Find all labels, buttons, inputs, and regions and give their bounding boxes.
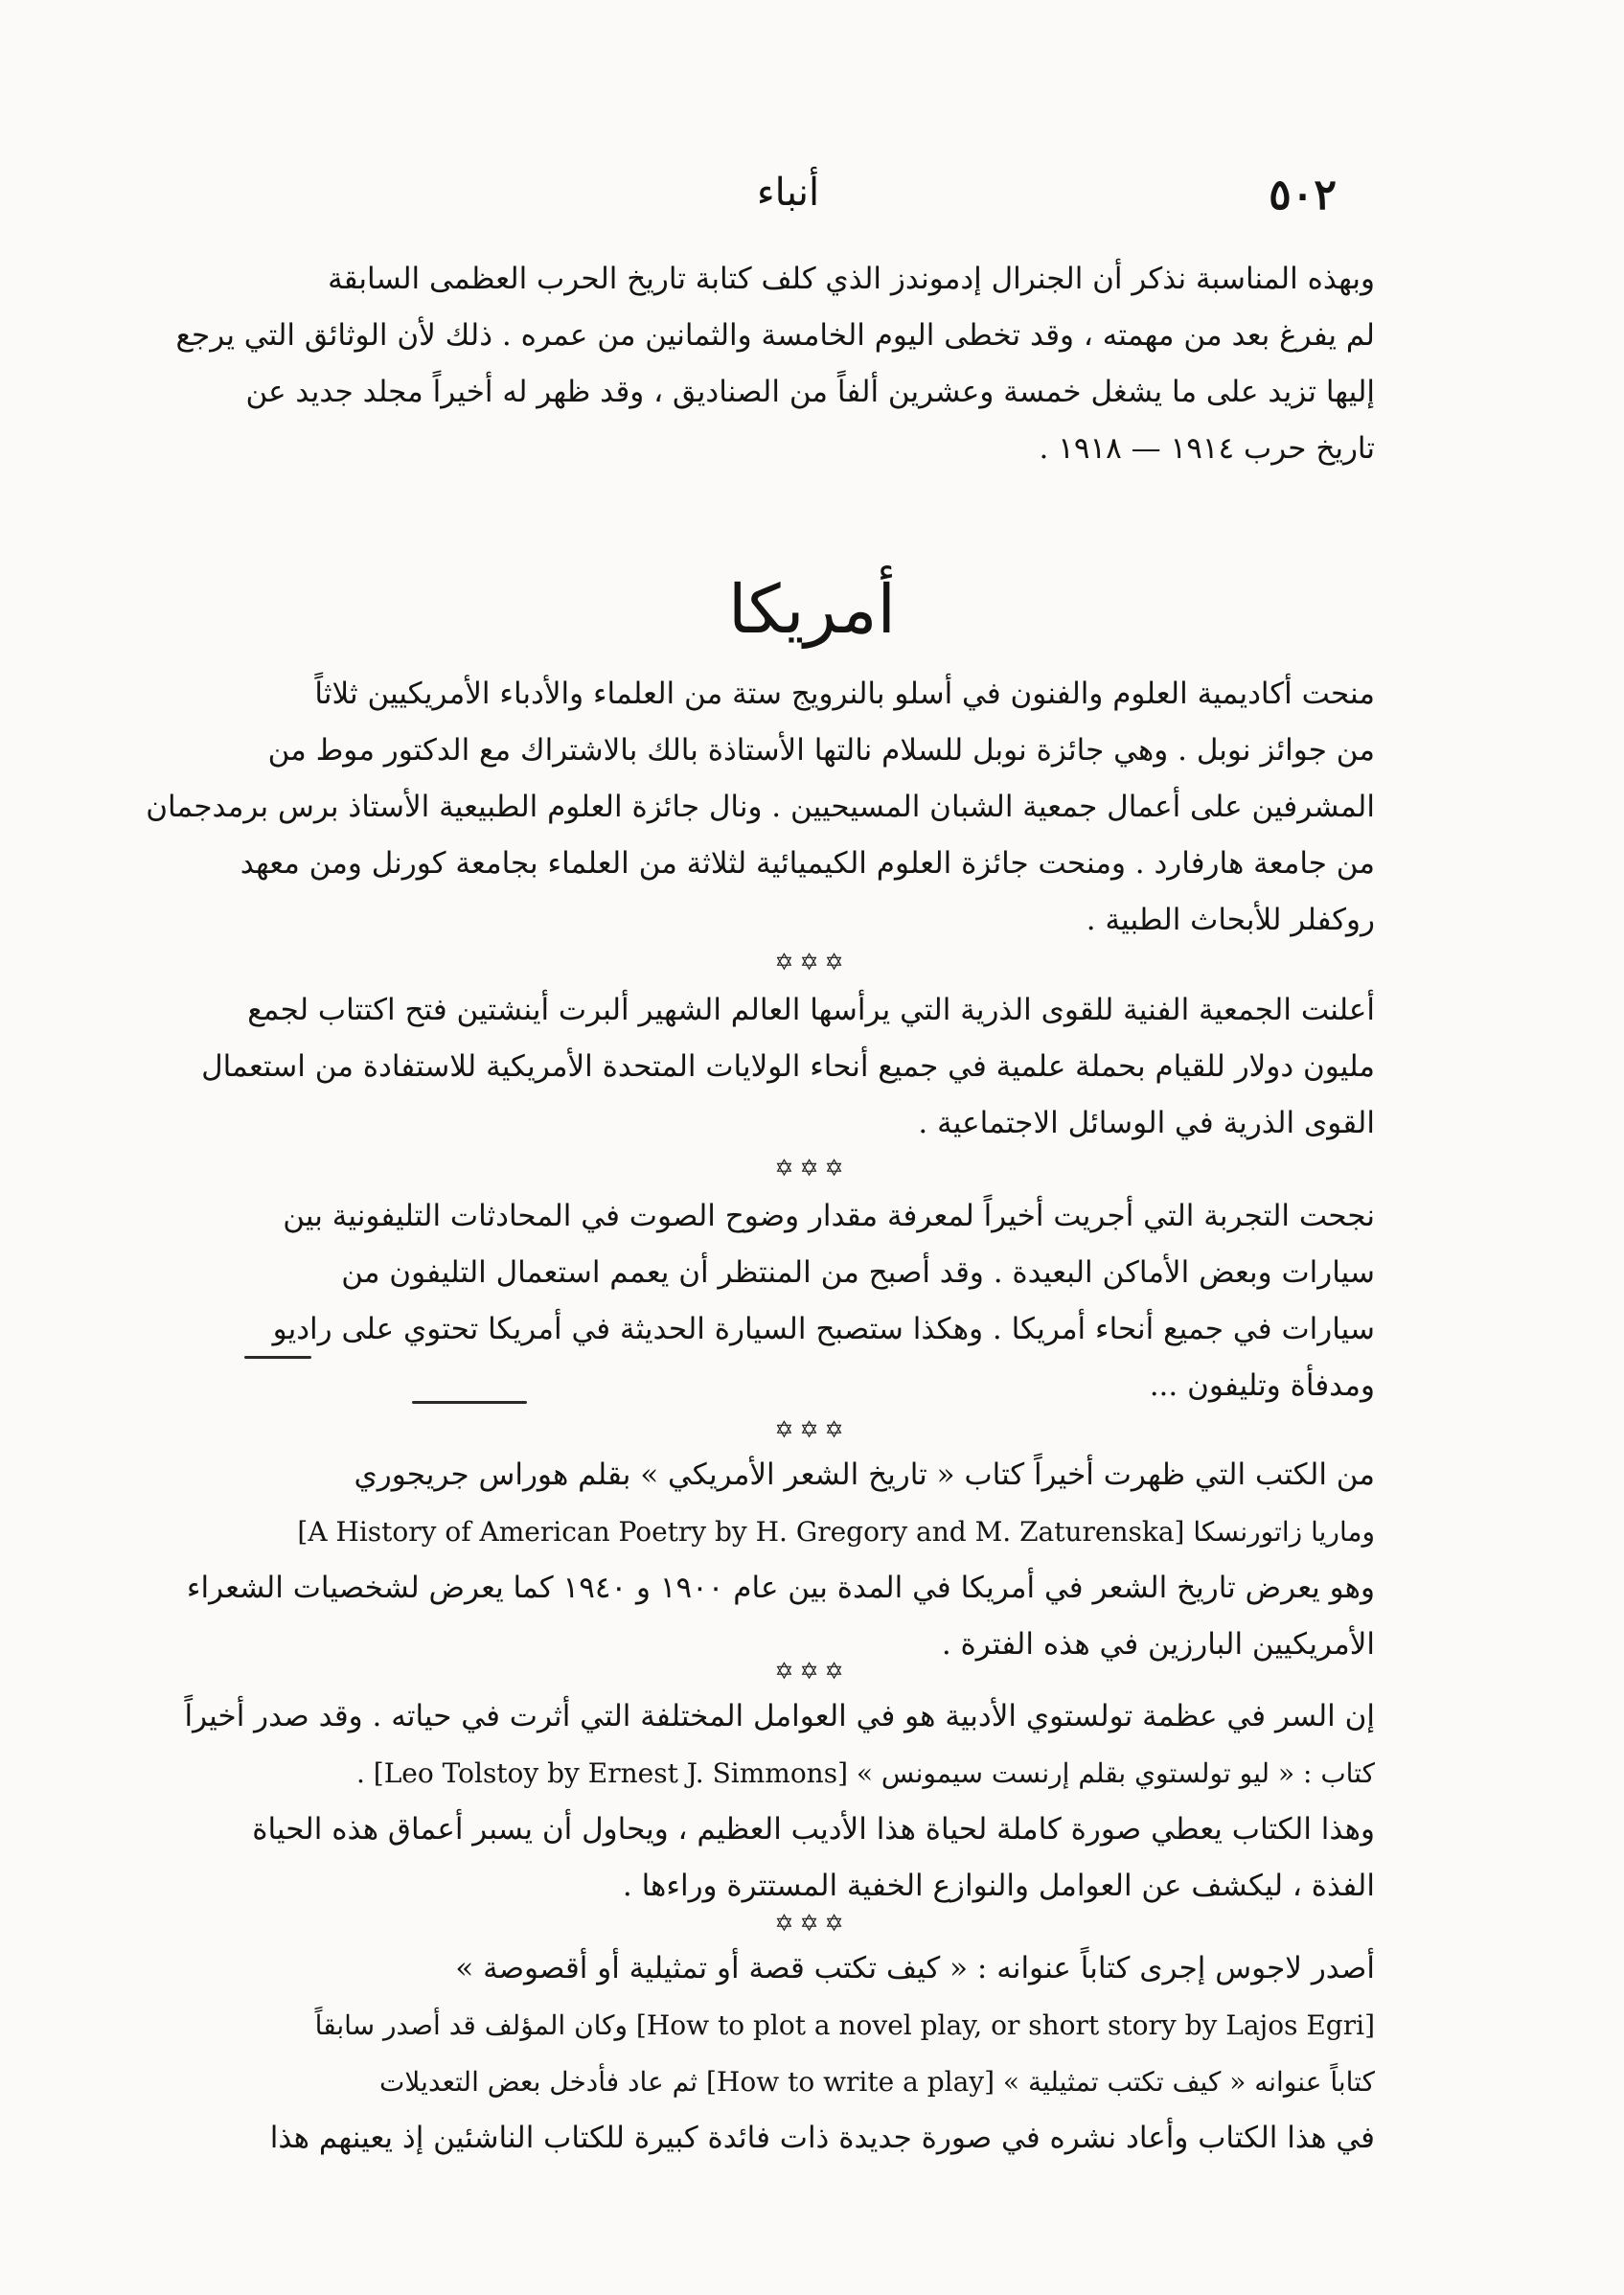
news-item-tolstoy xyxy=(184,1688,1375,1915)
text-line: وماريا زاتورنسكا [A History of American Poetry by H. Gregory and M. Zaturenska] xyxy=(297,1516,1375,1548)
text-line: إن السر في عظمة تولستوي الأدبية هو في العوامل المختلفة التي أثرت في حياته . وقد صدر أخيراً xyxy=(184,1699,1375,1733)
text-line: المشرفين على أعمال جمعية الشبان المسيحيين . ونال جائزة العلوم الطبيعية الأستاذ برس برمدجمان xyxy=(146,790,1375,824)
text-line: وبهذه المناسبة نذكر أن الجنرال إدموندز الذي كلف كتابة تاريخ الحرب العظمى السابقة xyxy=(328,262,1375,296)
separator-stars: ✡✡✡ xyxy=(774,1155,850,1182)
text-line: إليها تزيد على ما يشغل خمسة وعشرين ألفاً من الصناديق ، وقد ظهر له أخيراً مجلد جديد عن xyxy=(245,375,1375,409)
separator-stars: ✡✡✡ xyxy=(774,949,850,975)
running-head: أنباء xyxy=(756,171,820,215)
text-line: من الكتب التي ظهرت أخيراً كتاب « تاريخ الشعر الأمريكي » بقلم هوراس جريجوري xyxy=(354,1457,1375,1492)
text-line: وهو يعرض تاريخ الشعر في أمريكا في المدة بين عام ١٩٠٠ و ١٩٤٠ كما يعرض لشخصيات الشعراء xyxy=(186,1571,1375,1605)
text-line: منحت أكاديمية العلوم والفنون في أسلو بالنرويج ستة من العلماء والأدباء الأمريكيين ثلاثاً xyxy=(314,677,1375,711)
news-item-nobel xyxy=(146,666,1375,949)
separator-stars: ✡✡✡ xyxy=(774,1910,850,1937)
page-header xyxy=(240,171,1337,228)
text-line: في هذا الكتاب وأعاد نشره في صورة جديدة ذات فائدة كبيرة للكتاب الناشئين إذ يعينهم هذا xyxy=(269,2121,1375,2155)
text-line: أصدر لاجوس إجرى كتاباً عنوانه : « كيف تكتب قصة أو تمثيلية أو أقصوصة » xyxy=(455,1951,1375,1985)
text-line: كتاب : « ليو تولستوي بقلم إرنست سيمونس » [Leo Tolstoy by Ernest J. Simmons] . xyxy=(355,1757,1375,1789)
separator-stars: ✡✡✡ xyxy=(774,1416,850,1443)
handwritten-underline xyxy=(244,1356,311,1359)
text-line: تاريخ حرب ١٩١٤ — ١٩١٨ . xyxy=(1039,431,1375,466)
text-line: سيارات في جميع أنحاء أمريكا . وهكذا ستصبح السيارة الحديثة في أمريكا تحتوي على راديو xyxy=(272,1312,1375,1346)
text-line: أعلنت الجمعية الفنية للقوى الذرية التي يرأسها العالم الشهير ألبرت أينشتين فتح اكتتاب لجمع xyxy=(247,993,1375,1027)
section-title: أمريكا xyxy=(727,570,897,649)
news-item-egri xyxy=(240,1940,1375,2167)
text-line: سيارات وبعض الأماكن البعيدة . وقد أصبح من المنتظر أن يعمم استعمال التليفون من xyxy=(341,1255,1375,1290)
text-line: كتاباً عنوانه « كيف تكتب تمثيلية » [How to write a play] ثم عاد فأدخل بعض التعديلات xyxy=(379,2066,1375,2098)
text-line: لم يفرغ بعد من مهمته ، وقد تخطى اليوم الخامسة والثمانين من عمره . ذلك لأن الوثائق التي يرجع xyxy=(175,318,1375,353)
text-line: الفذة ، ليكشف عن العوامل والنوازع الخفية المستترة وراءها . xyxy=(622,1869,1375,1903)
text-line: مليون دولار للقيام بحملة علمية في جميع أنحاء الولايات المتحدة الأمريكية للاستفادة من استعمال xyxy=(201,1049,1375,1084)
intro-paragraph xyxy=(175,251,1375,477)
handwritten-underline xyxy=(412,1401,527,1404)
text-line: ومدفأة وتليفون ... xyxy=(1149,1368,1375,1403)
text-line: روكفلر للأبحاث الطبية . xyxy=(1086,903,1375,937)
news-item-atomic xyxy=(201,982,1375,1152)
text-line: وهذا الكتاب يعطي صورة كاملة لحياة هذا الأديب العظيم ، ويحاول أن يسبر أعماق هذه الحياة xyxy=(252,1812,1375,1847)
news-item-poetry-book xyxy=(186,1447,1375,1673)
text-line: [How to plot a novel play, or short story by Lajos Egri] وكان المؤلف قد أصدر سابقاً xyxy=(314,2009,1375,2041)
separator-stars: ✡✡✡ xyxy=(774,1658,850,1685)
page-number: ٥٠٢ xyxy=(1269,171,1337,219)
news-item-telephone xyxy=(240,1188,1375,1414)
text-line: نجحت التجربة التي أجريت أخيراً لمعرفة مقدار وضوح الصوت في المحادثات التليفونية بين xyxy=(283,1199,1375,1233)
text-line: الأمريكيين البارزين في هذه الفترة . xyxy=(941,1627,1375,1662)
text-line: من جامعة هارفارد . ومنحت جائزة العلوم الكيميائية لثلاثة من العلماء بجامعة كورنل ومن معهد xyxy=(240,846,1375,881)
text-line: القوى الذرية في الوسائل الاجتماعية . xyxy=(918,1106,1375,1140)
text-line: من جوائز نوبل . وهي جائزة نوبل للسلام نالتها الأستاذة بالك بالاشتراك مع الدكتور موط من xyxy=(267,733,1375,768)
